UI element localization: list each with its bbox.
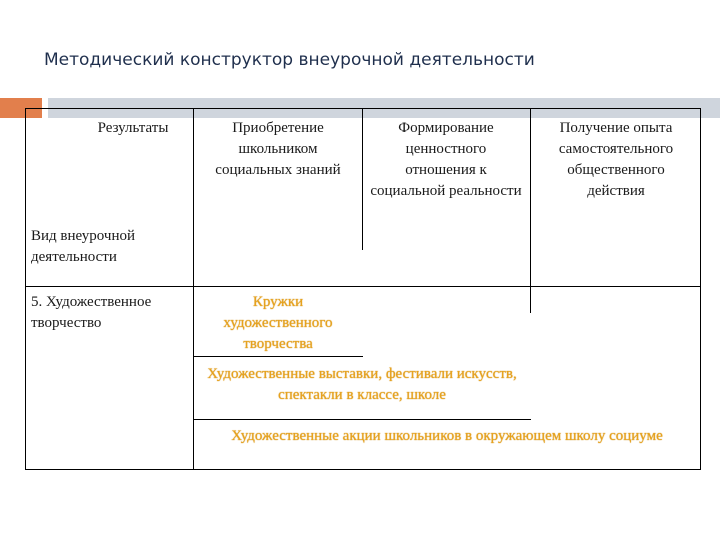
border-right (700, 108, 701, 470)
slide-title: Методический конструктор внеурочной деятельности (44, 50, 535, 70)
header-col-knowledge: Приобретение школьником социальных знаний (215, 120, 341, 178)
border-top (25, 108, 701, 109)
header-col-values: Формирование ценностного отношения к социальной реальности (370, 120, 522, 199)
row-label-art: 5. Художественное творчество (31, 294, 152, 331)
col-line-1 (193, 108, 194, 470)
border-bottom (25, 469, 701, 470)
level1-activity: Кружки художественного творчества (223, 294, 333, 352)
level3-activity: Художественные акции школьников в окружающем школу социуме (231, 428, 663, 444)
header-col-experience: Получение опыта самостоятельного общественного действия (558, 120, 674, 199)
header-results: Результаты (97, 120, 169, 136)
level2-activity: Художественные выставки, фестивали искусств, спектакли в классе, школе (207, 366, 517, 403)
header-row-line (25, 286, 701, 287)
col-line-3 (530, 108, 531, 313)
header-activity-kind: Вид внеурочной деятельности (31, 228, 136, 265)
border-left (25, 108, 26, 470)
level1-bottom-line (193, 356, 363, 357)
col-line-2 (362, 108, 363, 250)
constructor-table (25, 108, 701, 470)
level2-bottom-line (193, 419, 531, 420)
